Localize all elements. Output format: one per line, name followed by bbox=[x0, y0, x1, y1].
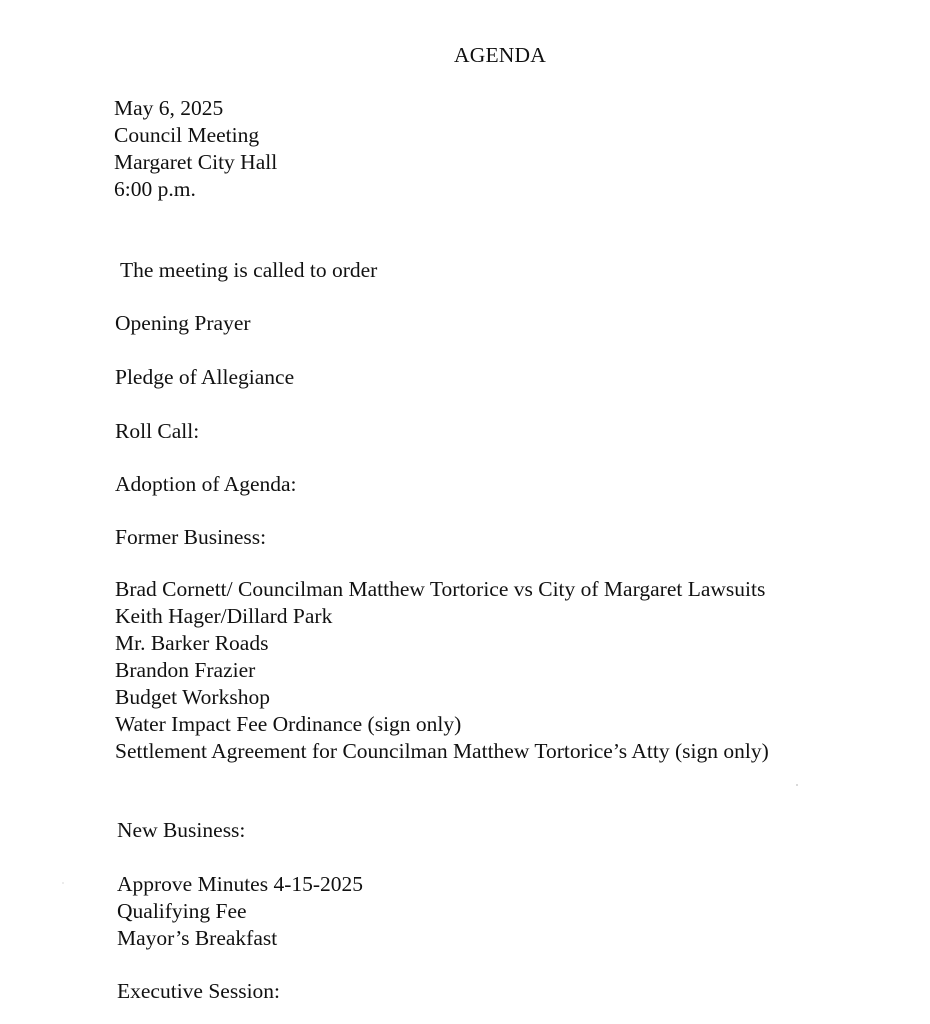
agenda-title: AGENDA bbox=[454, 43, 546, 67]
new-business-list bbox=[117, 871, 363, 952]
list-item: Mayor’s Breakfast bbox=[117, 926, 278, 950]
meeting-time: 6:00 p.m. bbox=[114, 177, 196, 201]
new-business-heading: New Business: bbox=[117, 818, 246, 842]
former-business-heading: Former Business: bbox=[115, 525, 267, 549]
meeting-location: Margaret City Hall bbox=[114, 150, 278, 174]
pledge-of-allegiance: Pledge of Allegiance bbox=[115, 365, 295, 389]
adoption-of-agenda: Adoption of Agenda: bbox=[115, 472, 297, 496]
call-to-order: The meeting is called to order bbox=[120, 258, 378, 282]
opening-prayer: Opening Prayer bbox=[115, 311, 251, 335]
scan-speck bbox=[796, 784, 798, 786]
list-item: Budget Workshop bbox=[115, 685, 270, 709]
list-item: Settlement Agreement for Councilman Matthew Tortorice’s Atty (sign only) bbox=[115, 739, 769, 763]
meeting-header bbox=[114, 95, 277, 203]
list-item: Mr. Barker Roads bbox=[115, 631, 269, 655]
list-item: Brandon Frazier bbox=[115, 658, 256, 682]
meeting-date: May 6, 2025 bbox=[114, 96, 224, 120]
list-item: Keith Hager/Dillard Park bbox=[115, 604, 333, 628]
list-item: Brad Cornett/ Councilman Matthew Tortorice vs City of Margaret Lawsuits bbox=[115, 577, 766, 601]
executive-session-heading: Executive Session: bbox=[117, 979, 281, 1003]
list-item: Approve Minutes 4-15-2025 bbox=[117, 872, 364, 896]
list-item: Qualifying Fee bbox=[117, 899, 247, 923]
roll-call: Roll Call: bbox=[115, 419, 200, 443]
list-item: Water Impact Fee Ordinance (sign only) bbox=[115, 712, 462, 736]
former-business-list bbox=[115, 576, 769, 765]
scan-speck bbox=[62, 882, 64, 884]
meeting-type: Council Meeting bbox=[114, 123, 260, 147]
